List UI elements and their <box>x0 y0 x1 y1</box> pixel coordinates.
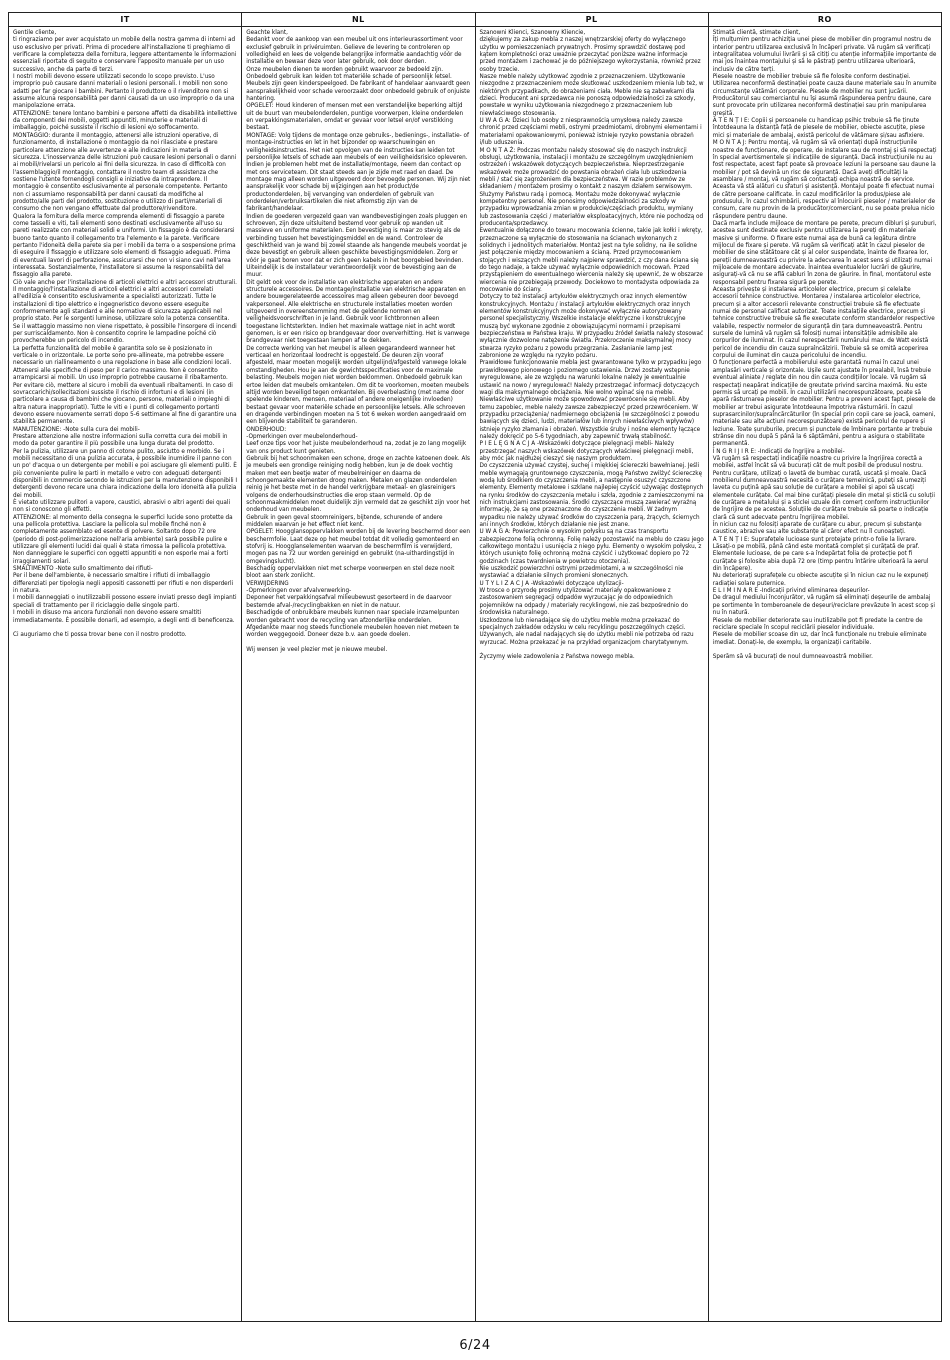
paragraph: Wij wensen je veel plezier met je nieuwe meubel. <box>246 646 388 653</box>
paragraph: M O N T A J: Pentru montaj, vă rugăm să vă orientați după instrucțiunile noastre de funcționare, de operare, de instalare sau de montaj și să respectați în special avertismentele și indicațiile de siguranță. Dacă instrucțiunile nu au fost respectate, acest fapt poate să provoace leziuni la persoane sau daune la mobilier / pot să devină un risc de siguranță. Dacă aveți dificultăți la asamblare / montaj, vă rugăm să contactați echipa noastră de service. Aceasta vă stă alături cu sfaturi și asistență. Montajul poate fi efectuat numai de către persoane calificate. În cazul modificărilor la produs/piese ale produsului, în cazul schimbării, respectiv al înlocuirii pieselor / materialelor de consum, care nu provin de la producător/comerciant, nu se poate prelua nicio răspundere pentru daune. <box>712 140 937 220</box>
paragraph: OPGELET: Houd kinderen of mensen met een verstandelijke beperking altijd uit de buurt van meubelonderdelen, puntige voorwerpen, kleine onderdelen en verpakkingsmaterialen, omdat er gevaar voor letsel en/of verstikking bestaat. <box>246 103 464 132</box>
paragraph: La perfetta funzionalità del mobile è garantita solo se è posizionato in verticale o in orizzontale. Le porte sono pre-allineate, ma potrebbe essere necessario un riallineamento o una regolazione in base alle condizioni locali. Attenersi alle specifiche di peso per il carico massimo. Non è consentito arrampicarsi ai mobili. Un uso improprio potrebbe causarne il ribaltamento. Per evitare ciò, mettere al sicuro i mobili da eventuali ribaltamenti. In caso di sovraccarichi/sollecitazioni sussiste il rischio di infortuni e di lesioni (in particolare a causa di bambini che giocano, persone, materiali o impieghi di altra natura inappropriati). Tutte le viti e i punti di collegamento portanti devono essere nuovamente serrati dopo 5-6 settimane al fine di garantire una stabilità permanente. <box>13 345 237 426</box>
paragraph: Deponeer het verpakkingsafval milieubewust gesorteerd in de daarvoor bestemde afval-/recyclingbakken en niet in de natuur. <box>246 595 452 609</box>
paragraph: Vă rugăm să respectați indicațiile noastre cu privire la îngrijirea corectă a mobilei, astfel încât să vă bucurați cât de mult posibil de produsul nostru. <box>712 455 923 470</box>
paragraph: A T E N Ț I E: Copiii și persoanele cu handicap psihic trebuie să fie ținute întotdeauna la distanță față de piesele de mobilier, obiecte ascuțite, piese mici și materiale de ambalaj, există pericolul de vătămare și/sau asfixiere. <box>712 118 925 139</box>
paragraph: O funcționare perfectă a mobilierului este garantată numai în cazul unei amplasări verticale și orizontale. Ușile sunt ajustate în prealabil, însă trebuie eventual aliniate / reglate din nou din cauza condițiilor locale. Vă rugăm să respectați neapărat indicațiile de greutate privind sarcina maximă. Nu este permis să urcați pe mobili. În cazul utilizării necorespunzătoare, poate să apară răsturnarea pieselor de mobilier. Pentru a preveni acest fapt, piesele de mobilier ar trebui asigurate întotdeauna împotriva răsturnării. În cazul suprasarcinilor/supraîncărcăturilor (în special prin copii care se joacă, oameni, materiale sau alte acțiuni necorespunzătoare) există pericolul de rupere și leziune. Toate șuruburile, precum și punctele de îmbinare portante ar trebuie strânse din nou după 5 până la 6 săptămâni, pentru a asigura o stabilitate permanentă. <box>712 360 936 448</box>
paragraph: Î N G R I J I R E: -Indicații de îngrijire a mobilei- <box>712 448 845 455</box>
header-it: IT <box>120 15 130 24</box>
column-pl <box>475 27 708 1321</box>
paragraph: Gebruik bij het schoonmaken een schone, droge en zachte katoenen doek. Als je meubels een grondige reiniging nodig hebben, kun je de doek vochtig maken met een beetje water of meubelreiniger en daarna de schoongemaakte elementen droog maken. Metalen en glazen onderdelen reinig je het beste met in de handel verkrijgbare metaal- en glasreinigers volgens de onderhoudsinstructies die erop staan vermeld. Op de schoonmaakmiddelen moet duidelijk zijn vermeld dat ze geschikt zijn voor het onderhoud van meubelen. <box>246 455 471 514</box>
paragraph: -Opmerkingen over meubelonderhoud- <box>246 433 358 440</box>
paragraph: MANUTENZIONE: -Note sulla cura dei mobili- <box>13 426 140 433</box>
header-pl: PL <box>475 13 708 26</box>
paragraph: Ewentualnie dołączone do towaru mocowania ścienne, takie jak kołki i wkręty, przeznaczone są wyłącznie do stosowania na ścianach wykonanych z solidnych i jednolitych materiałów. Montaż jest na tyle solidny, na ile solidne jest połączenie między mocowaniem a ścianą. Przed przymocowaniem stojących i wiszących mebli należy najpierw sprawdzić, z czy dana ściana się do tego nadaje, a także używać wyłącznie odpowiednich mocowań. Przed przystąpieniem do ewentualnego wiercenia należy się upewnić, że w obszarze wiercenia nie przebiegają przewody. Dociekowo to montażysta odpowiada za mocowanie do ściany. <box>479 228 703 294</box>
paragraph: Beschadig oppervlakken niet met scherpe voorwerpen en stel deze nooit bloot aan sterk zonlicht. <box>246 566 455 580</box>
paragraph <box>713 647 937 654</box>
paragraph: U W A G A: Dzieci lub osoby z niesprawnością umysłową należy zawsze chronić przed częściami mebli, ostrymi przedmiotami, drobnymi elementami i materiałami opakowaniowymi, ponieważ istnieje ryzyko powstania obrażeń i/lub uduszenia. <box>479 118 702 147</box>
paragraph: Pentru curățare, utilizați o lavetă de bumbac curată, uscată și moale. Dacă mobilierul dumneavoastră necesită o curățare temeinică, puteți să umeziți laveta cu puțină apă sau soluție de curățare a mobilei și apoi să uscați elementele curățate. Cel mai bine curățați piesele din metal și sticlă cu soluții de curățare a metalului și a sticlei uzuale din comerț conform instrucțiunilor de îngrijire de pe acestea. Soluțiile de curățare trebuie să poarte o indicație clară că sunt adecvate pentru îngrijirea mobilei. <box>712 470 935 521</box>
paragraph: Szanowni Klienci, Szanowny Kliencie, <box>479 30 586 36</box>
paragraph: E L I M I N A R E -Indicații privind eliminarea deșeurilor- <box>712 588 870 595</box>
paragraph: Geachte klant, <box>246 30 288 36</box>
paragraph: Dit geldt ook voor de installatie van elektrische apparaten en andere structurele accessoires. De montage/installatie van elektrische apparaten en andere bouwgerelateerde accessoires mag alleen gebeuren door bevoegd vakpersoneel. Alle elektrische en structurele installaties moeten worden uitgevoerd in overeenstemming met de geldende normen en veiligheidsvoorschriften in je land. Gebruik voor lichtbronnen alleen toegestane lichtsterkten. Indien het maximale wattage niet in acht wordt genomen, is er een risico op brandgevaar door oververhitting. Het is vanwege brandgevaar niet toegestaan lampen af te dekken. <box>246 279 470 345</box>
paragraph: Beschadigde of onbruikbare meubels kunnen naar speciale inzamelpunten worden gebracht voor de recycling van afzonderlijke onderdelen. <box>246 610 460 624</box>
header-nl: NL <box>241 13 474 26</box>
paragraph: Uszkodzone lub nienadające się do użytku meble można przekazać do specjalnych zakładów odzysku w celu recyklingu poszczególnych części. <box>479 617 686 631</box>
paragraph: I mobili in disuso ma ancora funzionali non devono essere smaltiti immediatamente. È possibile donarli, ad esempio, a degli enti di beneficenza. <box>13 610 235 624</box>
page-number: 6/24 <box>459 1338 491 1353</box>
paragraph: Leef onze tips voor het juiste meubelonderhoud na, zodat je zo lang mogelijk van ons product kunt genieten. <box>246 441 467 455</box>
paragraph: Prestare attenzione alle nostre informazioni sulla corretta cura dei mobili in modo da poter garantire il più possibile una lunga durata del prodotto. <box>13 433 228 448</box>
column-nl <box>241 27 474 1321</box>
language-header-row <box>9 13 941 27</box>
paragraph: dziękujemy za zakup mebla z naszej wnętrzarskiej oferty do wyłącznego użytku w pomieszczeniach prywatnych. Prosimy sprawdzić dostawę pod kątem kompletności oraz uważnie przeczytać poniższe ważne informacje przed montażem i zachować je do późniejszego wykorzystania, również przez osoby trzecie. <box>479 37 701 73</box>
paragraph: I mobili danneggiati o inutilizzabili possono essere inviati presso degli impianti speciali di trattamento per il riciclaggio delle singole parti. <box>13 595 237 609</box>
paragraph: Gebruik in geen geval stoomreinigers, bijtende, schurende of andere middelen waarvan je het effect niet kent. <box>246 514 443 529</box>
column-it <box>9 27 241 1321</box>
paragraph: Nie uszkodzić powierzchni ostrymi przedmiotami, a w szczególności nie wystawiać a działanie silnych promieni słonecznych. <box>479 566 684 580</box>
paragraph: Piesele noastre de mobilier trebuie să fie folosite conform destinației. Utilizarea neconformă destinației poate cauza daune materiale sau în anumite circumstanțe vătămări corporale. Piesele de mobilier nu sunt jucării. Producătorul sau comerciantul nu își asumă răspunderea pentru daune, care sunt provocate prin utilizarea neconformă destinației sau prin manipularea greșită. <box>712 74 937 117</box>
language-columns <box>9 27 941 1321</box>
paragraph: Nu deteriorați suprafețele cu obiecte ascuțite și în niciun caz nu le expuneți radiației solare puternice. <box>712 573 929 587</box>
paragraph: A T E N Ț I E: Suprafețele lucioase sunt protejate printr-o folie la livrare. Lăsați-o pe mobilă, până când este montată complet și curățată de praf. Elementele lucioase, de pe care s-a îndepărtat folia de protecție pot fi curățate și folosite abia după 72 ore (timp pentru întărire ulterioară la aerul din încăpere). <box>712 536 929 573</box>
paragraph: Piesele de mobilier scoase din uz, dar încă funcționale nu trebuie eliminate imediat. Donați-le, de exemplu, la organizații caritabile. <box>712 632 927 646</box>
paragraph: Qualora la fornitura della merce comprenda elementi di fissaggio a parete come tasselli e viti, tali elementi sono destinati esclusivamente all'uso su pareti realizzate con materiali solidi e uniformi. Un fissaggio è da considerarsi buono tanto quanto il collegamento tra l'elemento e la parete. Verificare pertanto l'idoneità della parete sia per i mobili da terra o a sospensione prima di eseguire il fissaggio e utilizzare solo elementi di fissaggio adeguati. Prima di eventuali lavori di perforazione, assicurarsi che non vi siano cavi nell'area interessata. Sostanzialmente, l'installatore si assume la responsabilità del fissaggio alla parete. <box>13 213 236 279</box>
paragraph: Indien de goederen vergezeld gaan van wandbevestigingen zoals pluggen en schroeven, zijn deze uitsluitend bestemd voor gebruik op wanden uit massieve en uniforme materialen. Een bevestiging is maar zo stevig als de verbinding tussen het bevestigingsmiddel en de wand. Controleer de geschiktheid van je wand bij zowel staande als hangende meubels voordat je deze bevestigt en gebruik alleen geschikte bevestigingsmiddelen. Zorg er vóór je gaat boren voor dat er zich geen kabels in het boorgebied bevinden. Uiteindelijk is de installateur verantwoordelijk voor de bevestiging aan de muur. <box>246 213 468 279</box>
paragraph: -Opmerkingen over afvalverwerking- <box>246 588 352 595</box>
paragraph: MONTAGGIO: durante il montaggio, attenersi alle istruzioni operative, di funzionamento, di installazione o montaggio da noi rilasciate e prestare particolare attenzione alle avvertenze e alle indicazioni in materia di sicurezza. L'inosservanza delle istruzioni può causare lesioni personali o danni ai mobili/rivelarsi un pericolo ai fini della sicurezza. In caso di difficoltà con l'assemblaggio/il montaggio, contattare il nostro team di assistenza che sostiene l'utente fornendogli consigli e iniziative da intraprendere. Il montaggio è consentito esclusivamente al personale competente. Pertanto non ci assumiamo responsabilità per danni causati da modifiche al prodotto/alle parti del prodotto, sostituzione o utilizzo di parti/materiali di consumo che non vengano effettuate dal produttore/rivenditore. <box>13 132 237 213</box>
paragraph: P I E L Ę G N A C J A -Wskazówki dotyczące pielęgnacji mebli- Należy przestrzegać naszych wskazówek dotyczących właściwej pielęgnacji mebli, aby móc jak najdłużej cieszyć się naszym produktem. <box>479 441 694 462</box>
paragraph: MONTAGE: Volg tijdens de montage onze gebruiks-, bedienings-, installatie- of montage-instructies en let in het bijzonder op waarschuwingen en veiligheidsinstructies. Het niet opvolgen van de instructies kan leiden tot persoonlijke letsels of schade aan meubels of een veiligheidsrisico opleveren. Indien je problemen hebt met de installatie/montage, neem dan contact op met ons serviceteam. Dit staat steeds aan je zijde met raad en daad. De montage mag alleen worden uitgevoerd door bevoegde personen. Wij zijn niet aansprakelijk voor schade bij wijzigingen aan het product/de productonderdelen, bij vervanging van onderdelen of gebruik van onderdelen/verbruiksartikelen die niet afkomstig zijn van de fabrikant/handelaar. <box>246 132 471 213</box>
paragraph: Używanych, ale nadal nadających się do użytku mebli nie potrzeba od razu wyrzucać. Można przekazać je na przykład organizacjom charytatywnym. <box>479 632 694 646</box>
paragraph: Per il bene dell'ambiente, è necessario smaltire i rifiuti di imballaggio differenziati per tipologia negli appositi cassonetti per rifiuti e non disperderli in natura. <box>13 573 234 595</box>
column-ro <box>708 27 941 1321</box>
paragraph: Do czyszczenia używać czystej, suchej i miękkiej ściereczki bawełnianej. Jeśli meble wymagają gruntownego czyszczenia, mogą Państwo zwilżyć ściereczkę wodą lub środkiem do czyszczenia mebli, a następnie osuszyć czyszczone elementy. Elementy metalowe i szklane najlepiej czyścić używając dostępnych na rynku środków do czyszczenia metalu i szkła, zgodnie z zamieszczonymi na nich instrukcjami zastosowania. Środki czyszczące muszą zawierać wyraźną informację, że są one przeznaczone do czyszczenia mebli. W żadnym wypadku nie należy używać środków do czyszczenia parą, żrących, ściernych ani innych środków, których działanie nie jest znane. <box>479 463 704 529</box>
paragraph: ti ringraziamo per aver acquistato un mobile della nostra gamma di interni ad uso esclusivo per privati. Prima di procedere all'installazione ti preghiamo di verificare la completezza della fornitura, leggere attentamente le informazioni essenziali riportate di seguito e conservare l'apposito manuale per un uso successivo, anche da parte di terzi. <box>13 37 237 73</box>
paragraph: È vietato utilizzare pulitori a vapore, caustici, abrasivi o altri agenti dei quali non si conoscono gli effetti. <box>13 500 231 514</box>
paragraph: Gentile cliente, <box>13 30 57 36</box>
paragraph: VERWIJDERING <box>246 580 289 587</box>
paragraph: ONDERHOUD: <box>246 426 287 433</box>
paragraph: I nostri mobili devono essere utilizzati secondo lo scopo previsto. L'uso improprio può causare danni materiali o lesioni personali. I mobili non sono adatti per far giocare i bambini. Pertanto il produttore o il rivenditore non si assume alcuna responsabilità per danni causati da un uso improprio o da una manipolazione errata. <box>13 74 235 110</box>
paragraph: Bedankt voor de aankoop van een meubel uit ons interieurassortiment voor exclusief gebruik in privéruimten. Gelieve de levering te controleren op volledigheid en lees de volgende belangrijke informatie aandachtig vóór de installatie en bewaar deze voor later gebruik, ook door derden. <box>246 37 463 66</box>
paragraph: Ciò vale anche per l'installazione di articoli elettrici e altri accessori strutturali. Il montaggio/l'installazione di articoli elettrici e altri accessori correlati all'edilizia è consentito esclusivamente a specialisti autorizzati. Tutte le installazioni di tipo elettrico e ingegneristico devono essere eseguite conformemente agli standard e alle normative di sicurezza applicabili nel proprio stato. Per le sorgenti luminose, utilizzare solo la potenza consentita. Se il wattaggio massimo non viene rispettato, è possibile l'insorgere di incendi per surriscaldamento. Non è consentito coprire le lampadine poiché ciò provocherebbe un pericolo di incendio. <box>13 279 237 345</box>
paragraph: Sperăm să vă bucurați de noul dumneavoastră mobilier. <box>712 654 873 661</box>
paragraph: U T Y L I Z A C J A -Wskazówki dotyczące utylizacji- <box>479 580 624 587</box>
paragraph: Afgedankte maar nog steeds functionele meubelen hoeven niet meteen te worden weggegooid. Doneer deze b.v. aan goede doelen. <box>246 624 460 639</box>
paragraph: ATTENZIONE: al momento della consegna le superfici lucide sono protette da una pellicola protettiva. Lasciare la pellicola sul mobile finché non è completamente assemblato ed esente di polvere. Soltanto dopo 72 ore (periodo di post-polimerizzazione nell'aria ambiente) sarà possibile pulire e utilizzare gli elementi lucidi dai quali è stata rimossa la pellicola protettiva. <box>13 514 233 551</box>
paragraph: Îți mulțumim pentru achiziția unei piese de mobilier din programul nostru de interior pentru utilizarea exclusivă în încăperi private. Vă rugăm să verificați integralitatea volumului livrării și să citiți cu atenție informațiile importante de mai jos înaintea montajului și să le păstrați pentru utilizarea ulterioară, inclusiv de către terți. <box>712 37 937 73</box>
paragraph: SMALTIMENTO -Note sullo smaltimento dei rifiuti- <box>13 566 153 573</box>
paragraph: Piesele de mobilier deteriorate sau inutilizabile pot fi predate la centre de reciclare speciale în scopul reciclării pieselor individuale. <box>712 617 923 631</box>
paragraph: Nasze meble należy użytkować zgodnie z przeznaczeniem. Użytkowanie niezgodne z przeznaczeniem może skutkować uszkodzeniem mienia lub też, w niektórych przypadkach, do obrażeniami ciała. Meble nie są zabawkami dla dzieci. Producent ani sprzedawca nie ponoszą odpowiedzialności za szkody, powstałe w wyniku użytkowania niezgodnego z przeznaczeniem lub niewłaściwego stosowania. <box>479 74 704 117</box>
paragraph: Aceasta privește și instalarea articolelor electrice, precum și celelalte accesorii tehnice constructive. Montarea / instalarea articolelor electrice, precum și a altor accesorii relevante construcției trebuie să fie efectuate numai de personal calificat autorizat. Toate instalațiile electrice, precum și tehnice constructive trebuie să fie executate conform standardelor respective valabile, respectiv normelor de siguranță din țara dumneavoastră. Pentru sursele de lumină vă rugăm să folosiți numai intensitățile admisibile ale corpurilor de iluminat. În cazul nerespectării numărului max. de Watt există pericol de incendiu din cauza supraîncălzirii. Trebuie să se omită acoperirea corpului de iluminat din cauza pericolului de incendiu. <box>712 287 935 360</box>
paragraph: ATTENZIONE: tenere lontano bambini e persone affetti da disabilità intellettive da componenti dei mobili, oggetti appuntiti, minuterie e materiali di imballaggio, poiché sussiste il rischio di lesioni e/o soffocamento. <box>13 110 237 132</box>
paragraph: OPGELET: Hoogglansoppervlakken worden bij de levering beschermd door een beschermfolie. Laat deze op het meubel totdat dit volledig gemonteerd en stofvrij is. Hoogglanselementen waarvan de beschermfilm is verwijderd, mogen pas na 72 uur worden gereinigd en gebruikt (na-uithardingstijd in omgevingslucht). <box>246 529 470 565</box>
paragraph <box>246 640 470 647</box>
paragraph: Per la pulizia, utilizzare un panno di cotone pulito, asciutto e morbido. Se i mobili necessitano di una pulizia accurata, è possibile inumidire il panno con un po' d'acqua o un detergente per mobili e poi asciugare gli elementi puliti. È più conveniente pulire le parti in metallo e vetro con adeguati detergenti disponibili in commercio secondo le istruzioni per la manutenzione disponibili I detergenti devono recare una chiara indicazione della loro idoneità alla pulizia dei mobili. <box>13 448 238 499</box>
paragraph: Ci auguriamo che ti possa trovar bene con il nostro prodotto. <box>13 632 187 639</box>
paragraph: Dacă marfa include mijloace de montare pe perete, precum dibluri și șuruburi, acestea sunt destinate exclusiv pentru utilizarea la pereți din materiale masive și uniforme. O fixare este numai așa de bună ca legătura dintre mijlocul de fixare și perete. Vă rugăm să verificați atât în cazul pieselor de mobilier de sine stătătoare cât și al celor suspendate, înainte de fixarea lor, pereții dumneavoastră cu privire la adecvarea în acest sens și utilizați numai mijloacele de montare adecvate. Înaintea eventualelor lucrări de găurire, asigurați-vă că nu se află cabluri în zona de găurire. În final, montatorul este responsabil pentru fixarea sigură pe perete. <box>712 220 937 286</box>
paragraph: Stimată clientă, stimate client, <box>712 30 801 36</box>
paragraph: De correcte werking van het meubel is alleen gegarandeerd wanneer het verticaal en horizontaal loodrecht is opgesteld. De deuren zijn vooraf afgesteld, maar moeten mogelijk worden uitgelijnd/afgesteld vanwege lokale omstandigheden. Hou je aan de gewichtsspecificaties voor de maximale belasting. Meubels mogen niet worden beklommen. Onbedoeld gebruik kan ertoe leiden dat meubels omkantelen. Om dit te voorkomen, moeten meubels altijd worden beveiligd tegen omkantelen. Bij overbelasting (met name door spelende kinderen, mensen, materiaal of andere oneigenlijke invloeden) bestaat gevaar voor materiële schade en persoonlijke letsels. Alle schroeven en dragende verbindingen moeten na 5 tot 6 weken worden aangedraaid om een blijvende stabiliteit te garanderen. <box>246 345 469 426</box>
paragraph: Dotyczy to też instalacji artykułów elektrycznych oraz innych elementów konstrukcyjnych. Montażu / instalacji artykułów elektrycznych oraz innych elementów konstrukcyjnych może dokonywać wyłącznie autoryzowany personel specjalistyczny. Wszelkie instalacje elektryczne i konstrukcyjne muszą być wykonane zgodnie z obowiązującymi normami i przepisami bezpieczeństwa w Państwa kraju. W przypadku źródeł światła należy stosować wyłącznie dozwolone natężenie światła. Przekroczenie maksymalnej mocy stwarza ryzyko pożaru z powodu przegrzania. Zasłanianie lamp jest zabronione ze względu na ryzyko pożaru. <box>479 294 704 360</box>
paragraph: În niciun caz nu folosiți aparate de curățare cu abur, precum și substanțe caustice, abrazive sau alte substanțe al căror efect nu îl cunoașteți. <box>712 522 922 536</box>
paragraph: Prawidłowe funkcjonowanie mebla jest gwarantowane tylko w przypadku jego prawidłowego pionowego i poziomego ustawienia. Drzwi zostały wstępnie wyregulowane, ale ze względu na warunki lokalne należy je ewentualnie ustawić na nowo / wyregulować! Należy przestrzegać informacji dotyczących wagi dla maksymalnego obciążenia. Nie wolno wpinać się na meble. Niewłaściwe użytkowanie może spowodować przewrócenie się mebli. Aby temu zapobiec, meble należy zawsze zabezpieczyć przed przewróceniem. W przypadku przeciążenia/ nadmiernego obciążenia (w szczególności z powodu bawiących się dzieci, ludzi, materiałów lub innych niewłaściwych wpływów) istnieje ryzyko złamania i obrażeń. Wszystkie śruby i nośne elementy łączące należy dokręcić po 5-6 tygodniach, aby zapewnić trwałą stabilność. <box>479 360 702 440</box>
paragraph <box>13 625 237 632</box>
paragraph: M O N T A Ż: Podczas montażu należy stosować się do naszych instrukcji obsługi, użytkowania, instalacji i montażu ze szczególnym uwzględnieniem ostrzeżeń i wskazówek dotyczących bezpieczeństwa. Nieprzestrzeganie wskazówek może prowadzić do powstania obrażeń ciała lub uszkodzenia mebli / stać się zagrożeniem dla bezpieczeństwa. W razie problemów ze składaniem / montażem prosimy o kontakt z naszym działem serwisowym. Służymy Państwu radą i pomocą. Montażu może dokonywać wyłącznie kompetentny personel. Nie ponosimy odpowiedzialności za szkody w przypadku wprowadzania zmian w produkcie/częściach produktu, wymiany lub zastosowania części / materiałów eksploatacyjnych, które nie pochodzą od producenta/sprzedawcy. <box>479 147 704 227</box>
paragraph: W trosce o przyrodę prosimy utylizować materiały opakowaniowe z zastosowaniem segregacji odpadów wyrzucając je do odpowiednich pojemników na odpady / materiały recyklingowi, nie zaś bezpośrednio do środowiska naturalnego. <box>479 588 688 617</box>
paragraph: Życzymy wiele zadowolenia z Państwa nowego mebla. <box>479 654 635 661</box>
paragraph: U W A G A: Powierzchnie o wysokim połysku są na czas transportu zabezpieczone folią ochronną. Folię należy pozostawić na meblu do czasu jego całkowitego montażu i usunięcia z niego pyłu. Elementy o wysokim połysku, z których usunięto folię ochronną można czyścić i użytkować dopiero po 72 godzinach (czas twardnienia w powietrzu otoczenia). <box>479 529 704 565</box>
document-sheet <box>8 12 942 1322</box>
paragraph: Non danneggiare le superfici con oggetti appuntiti e non esporle mai a forti irraggiamenti solari. <box>13 551 229 565</box>
header-ro: RO <box>708 13 941 26</box>
paragraph: Onze meubelen dienen te worden gebruikt waarvoor ze bedoeld zijn. Onbedoeld gebruik kan leiden tot materiële schade of persoonlijk letsel. Meubels zijn geen kinderspeelgoed. De fabrikant of handelaar aanvaardt geen aansprakelijkheid voor schade veroorzaakt door onbedoeld gebruik of onjuiste hantering. <box>246 66 471 103</box>
paragraph: De dragul mediului înconjurător, vă rugăm să eliminați deșeurile de ambalaj pe sortimente în tomberoanele de deșeuri/reciclare prevăzute în acest scop și nu în natură. <box>712 595 935 617</box>
